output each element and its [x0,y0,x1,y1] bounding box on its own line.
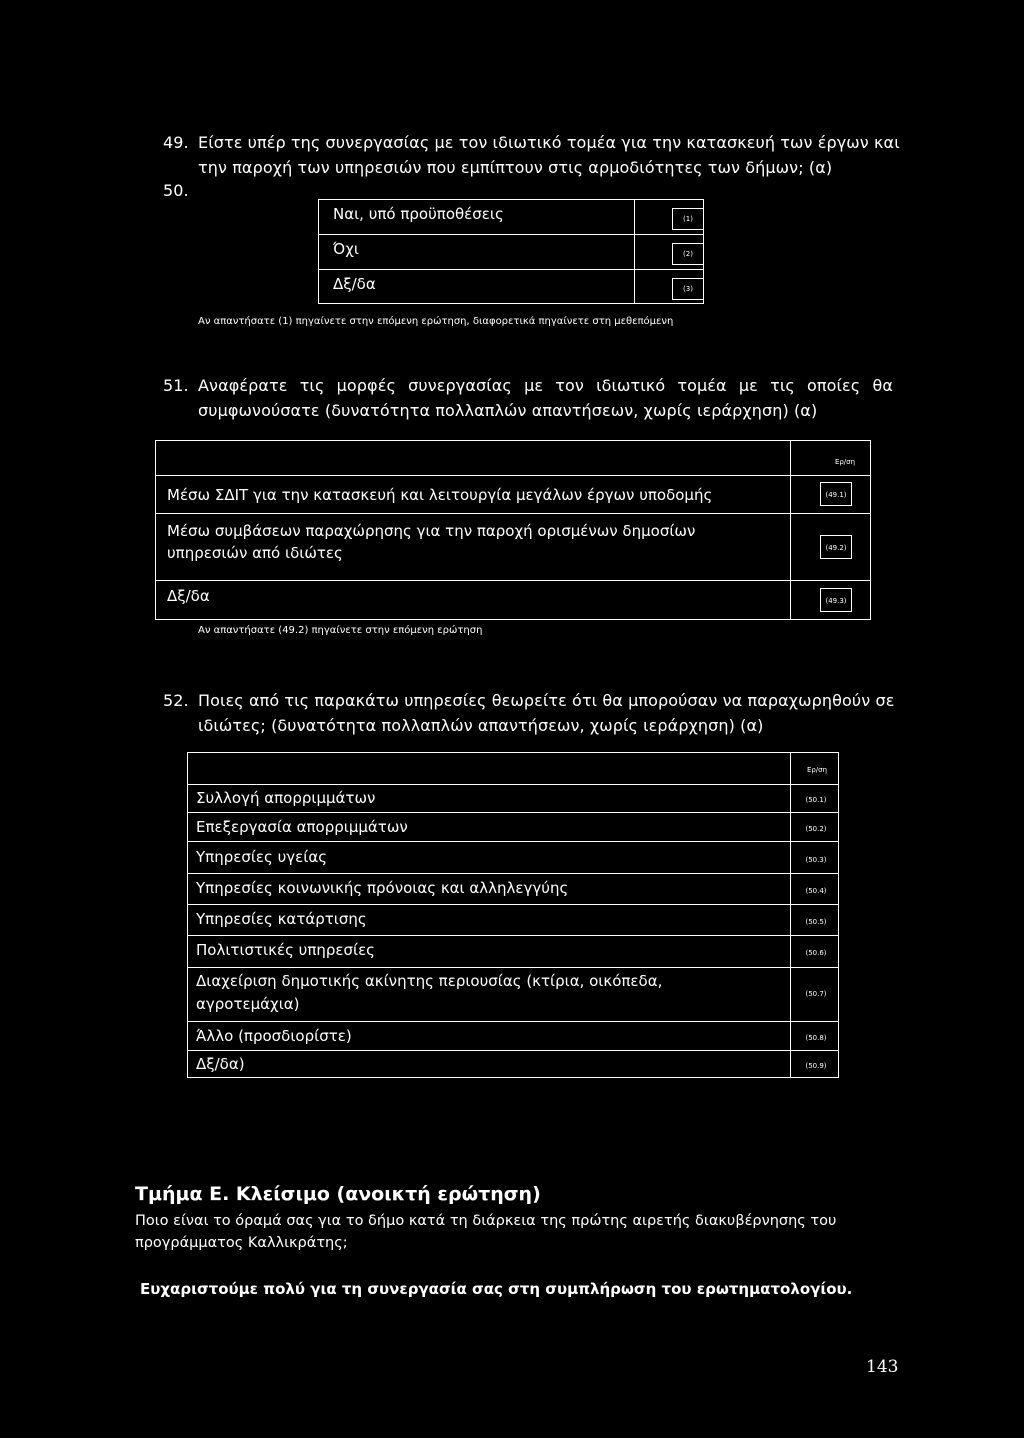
q49-number: 49. [163,133,189,152]
q52-option-8-code[interactable]: (50.8) [805,1034,827,1042]
q49-text-line2: την παροχή των υπηρεσιών που εμπίπτουν στις αρμοδιότητες των δήμων; (α) [198,158,833,177]
q52-option-4-code[interactable]: (50.4) [805,887,827,895]
q51-option-concession-label: Μέσω συμβάσεων παραχώρησης για την παροχή ορισμένων δημοσίων [167,522,696,540]
q51-option-dk-code[interactable]: (49.3) [825,597,847,605]
q50-number: 50. [163,181,189,200]
q52-option-1-code[interactable]: (50.1) [805,796,827,804]
q52-text-line1: Ποιες από τις παρακάτω υπηρεσίες θεωρείτε ότι θα μπορούσαν να παραχωρηθούν σε [198,691,895,710]
q51-header-code: Ερ/ση [834,458,856,466]
q50-note: Αν απαντήσατε (1) πηγαίνετε στην επόμενη ερώτηση, διαφορετικά πηγαίνετε στη μεθεπόμενη [198,316,674,327]
section-e-question-line2: προγράμματος Καλλικράτης; [135,1235,348,1251]
q52-option-6-label: Πολιτιστικές υπηρεσίες [196,941,375,959]
q52-option-1-label: Συλλογή απορριμμάτων [196,789,376,807]
q50-option-dk-label: Δξ/δα [333,275,376,293]
q52-option-8-label: Άλλο (προσδιορίστε) [196,1027,352,1045]
q50-option-yes-label: Ναι, υπό προϋποθέσεις [333,205,504,223]
q49-text-line1: Είστε υπέρ της συνεργασίας με τον ιδιωτικό τομέα για την κατασκευή των έργων και [198,133,900,152]
q52-option-3-code[interactable]: (50.3) [805,856,827,864]
q52-option-7-code[interactable]: (50.7) [805,990,827,998]
q51-option-ppp-label: Μέσω ΣΔΙΤ για την κατασκευή και λειτουργία μεγάλων έργων υποδομής [167,486,713,504]
q52-option-7-label2: αγροτεμάχια) [196,995,300,1013]
q52-option-9-label: Δξ/δα) [196,1055,245,1073]
section-e-question-line1: Ποιο είναι το όραμά σας για το δήμο κατά τη διάρκεια της πρώτης αιρετής διακυβέρνησης του [135,1213,837,1229]
q51-note: Αν απαντήσατε (49.2) πηγαίνετε στην επόμενη ερώτηση [198,625,483,636]
q52-text-line2: ιδιώτες; (δυνατότητα πολλαπλών απαντήσεων, χωρίς ιεράρχηση) (α) [198,716,764,735]
q52-option-3-label: Υπηρεσίες υγείας [196,848,328,866]
q51-option-concession-label2: υπηρεσιών από ιδιώτες [167,544,343,562]
q52-option-5-code[interactable]: (50.5) [805,918,827,926]
q52-header-code: Ερ/ση [806,766,828,774]
q52-option-5-label: Υπηρεσίες κατάρτισης [196,910,367,928]
q51-option-ppp-code[interactable]: (49.1) [825,491,847,499]
q51-option-dk-label: Δξ/δα [167,587,210,605]
q51-option-concession-code[interactable]: (49.2) [825,544,847,552]
q50-option-no-code[interactable]: (2) [683,250,693,258]
page-number: 143 [866,1357,899,1377]
q52-option-6-code[interactable]: (50.6) [805,949,827,957]
q50-option-dk-code[interactable]: (3) [683,285,693,293]
q52-option-9-code[interactable]: (50.9) [805,1062,827,1070]
thank-you-message: Ευχαριστούμε πολύ για τη συνεργασία σας στη συμπλήρωση του ερωτηματολογίου. [140,1280,853,1298]
q52-number: 52. [163,691,189,710]
q52-option-2-label: Επεξεργασία απορριμμάτων [196,818,408,836]
q52-option-4-label: Υπηρεσίες κοινωνικής πρόνοιας και αλληλεγγύης [196,879,569,897]
q51-text-line2: συμφωνούσατε (δυνατότητα πολλαπλών απαντήσεων, χωρίς ιεράρχηση) (α) [198,401,818,420]
q52-option-7-label: Διαχείριση δημοτικής ακίνητης περιουσίας (κτίρια, οικόπεδα, [196,972,663,990]
q50-option-yes-code[interactable]: (1) [683,215,693,223]
section-e-title: Τμήμα Ε. Κλείσιμο (ανοικτή ερώτηση) [135,1183,541,1205]
q52-option-2-code[interactable]: (50.2) [805,825,827,833]
q51-number: 51. [163,376,189,395]
q51-text-line1: Αναφέρατε τις μορφές συνεργασίας με τον ιδιωτικό τομέα με τις οποίες θα [198,376,893,395]
q50-option-no-label: Όχι [333,240,359,258]
